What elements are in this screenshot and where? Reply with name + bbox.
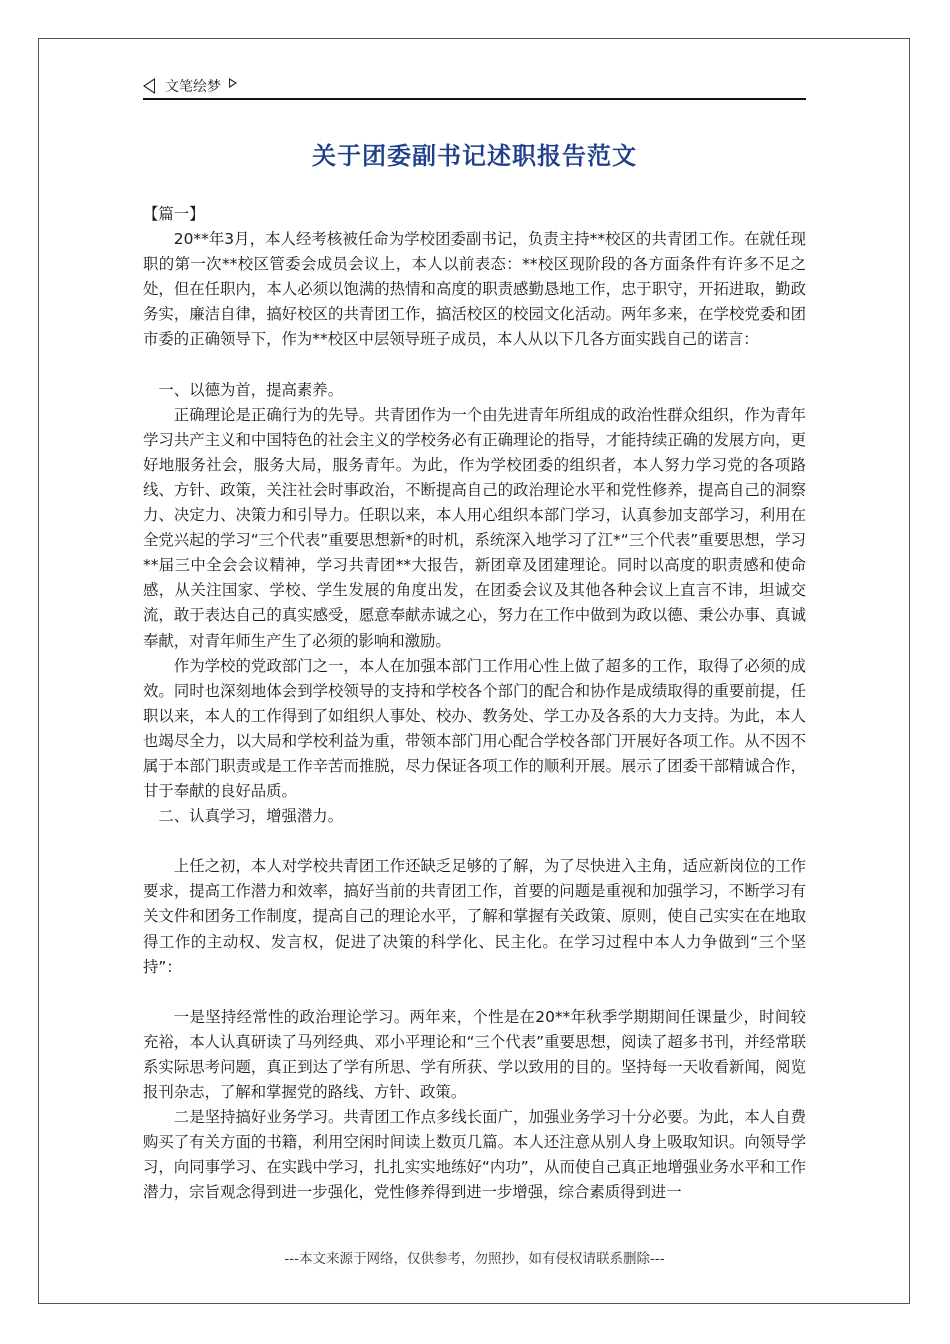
- document-body: [143, 202, 806, 1205]
- blank-line: [143, 980, 806, 1005]
- paragraph: 正确理论是正确行为的先导。共青团作为一个由先进青年所组成的政治性群众组织，作为青年学习共产主义和中国特色的社会主义的学校务必有正确理论的指导，才能持续正确的发展方向，更好地服务社会，服务大局，服务青年。为此，作为学校团委的组织者，本人努力学习党的各项路线、方针、政策，关注社会时事政治，不断提高自己的政治理论水平和党性修养，提高自己的洞察力、决定力、决策力和引导力。任职以来，本人用心组织本部门学习，认真参加支部学习，利用在全党兴起的学习“三个代表”重要思想新*的时机，系统深入地学习了江*“三个代表”重要思想，学习**届三中全会会议精神，学习共青团**大报告，新团章及团建理论。同时以高度的职责感和使命感，从关注国家、学校、学生发展的角度出发，在团委会议及其他各种会议上直言不讳，坦诚交流，敢于表达自己的真实感受，愿意奉献赤诚之心，努力在工作中做到为政以德、秉公办事、真诚奉献，对青年师生产生了必须的影响和激励。: [143, 405, 806, 650]
- paragraph: 20**年3月，本人经考核被任命为学校团委副书记，负责主持**校区的共青团工作。在就任现职的第一次**校区管委会成员会议上，本人以前表态：**校区现阶段的各方面条件有许多不足之处，但在任职内，本人必须以饱满的热情和高度的职责感勤恳地工作，忠于职守，开拓进取，勤政务实，廉洁自律，搞好校区的共青团工作，搞活校区的校园文化活动。两年多来，在学校党委和团市委的正确领导下，作为**校区中层领导班子成员，本人从以下几各方面实践自己的诺言：: [143, 230, 806, 349]
- blank-line: [143, 829, 806, 854]
- blank-line: [143, 353, 806, 378]
- paragraph: 一是坚持经常性的政治理论学习。两年来，个性是在20**年秋季学期期间任课量少，时间较充裕，本人认真研读了马列经典、邓小平理论和“三个代表”重要思想，阅读了超多书刊，并经常联系实际思考问题，真正到达了学有所思、学有所获、学以致用的目的。坚持每一天收看新闻，阅览报刊杂志，了解和掌握党的路线、方针、政策。: [143, 1007, 806, 1101]
- triangle-right-icon: [229, 78, 237, 88]
- paragraph: 二是坚持搞好业务学习。共青团工作点多线长面广，加强业务学习十分必要。为此，本人自费购买了有关方面的书籍，利用空闲时间读上数页几篇。本人还注意从别人身上吸取知识。向领导学习，向同事学习、在实践中学习，扎扎实实地练好“内功”，从而使自己真正地增强业务水平和工作潜力，宗旨观念得到进一步强化，党性修养得到进一步增强，综合素质得到进一: [143, 1108, 806, 1202]
- paragraph: 作为学校的党政部门之一，本人在加强本部门工作用心性上做了超多的工作，取得了必须的成效。同时也深刻地体会到学校领导的支持和学校各个部门的配合和协作是成绩取得的重要前提，任职以来，本人的工作得到了如组织人事处、校办、教务处、学工办及各系的大力支持。为此，本人也竭尽全力，以大局和学校利益为重，带领本部门用心配合学校各部门开展好各项工作。从不因不属于本部门职责或是工作辛苦而推脱，尽力保证各项工作的顺利开展。展示了团委干部精诚合作，甘于奉献的良好品质。: [143, 656, 806, 801]
- paragraph: 上任之初，本人对学校共青团工作还缺乏足够的了解，为了尽快进入主角，适应新岗位的工作要求，提高工作潜力和效率，搞好当前的共青团工作，首要的问题是重视和加强学习，不断学习有关文件和团务工作制度，提高自己的理论水平，了解和掌握有关政策、原则，使自己实实在在地取得工作的主动权、发言权，促进了决策的科学化、民主化。在学习过程中本人力争做到“三个坚持”：: [143, 857, 806, 976]
- triangle-left-icon: [143, 78, 155, 94]
- section-heading: 一、以德为首，提高素养。: [158, 380, 344, 399]
- document-title: 关于团委副书记述职报告范文: [312, 142, 637, 170]
- page-footer-note: ---本文来源于网络，仅供参考，勿照抄，如有侵权请联系删除---: [284, 1251, 665, 1267]
- header-rule: [143, 98, 806, 100]
- page-header: [143, 74, 806, 98]
- section-heading: 二、认真学习，增强潜力。: [158, 807, 344, 826]
- section-label: 【篇一】: [143, 205, 205, 223]
- header-brand: 文笔绘梦: [165, 79, 221, 95]
